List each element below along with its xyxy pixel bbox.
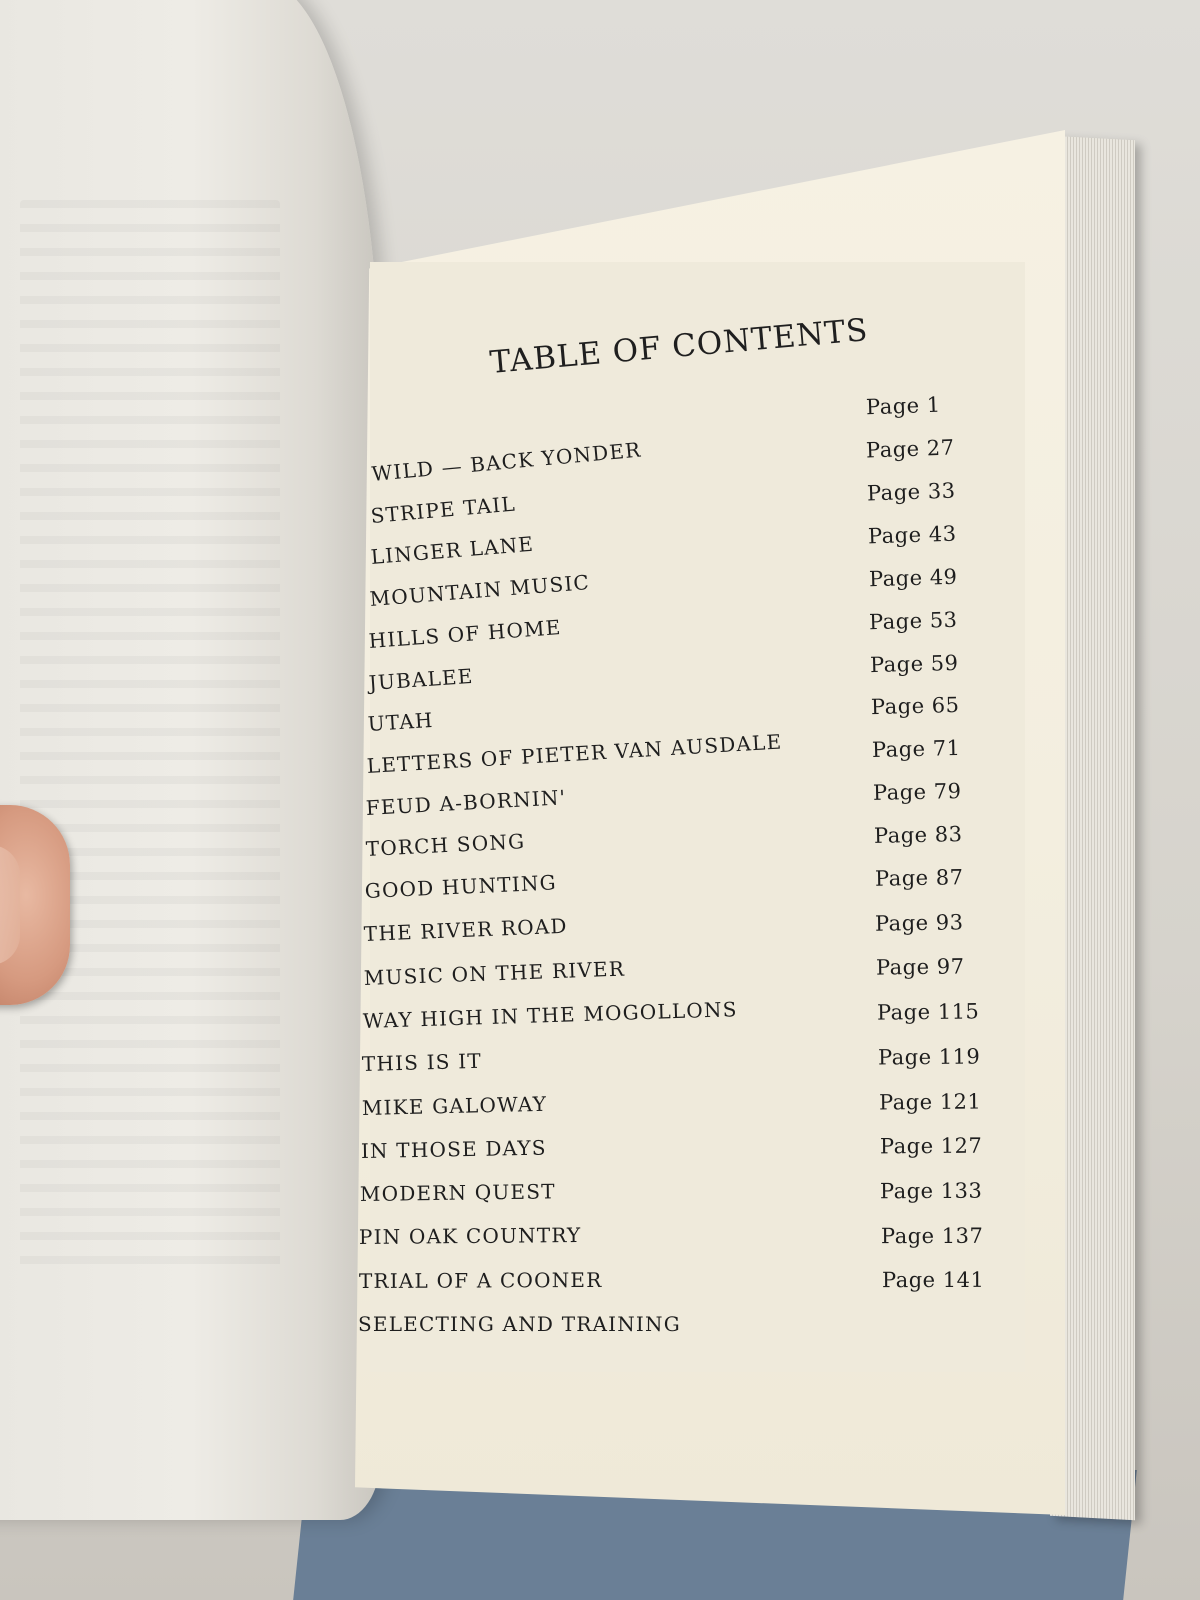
thumb [0,805,70,1005]
toc-entry-page: Page 93 [875,909,965,936]
toc-entry-title: THIS IS IT [361,1048,483,1077]
toc-heading: TABLE OF CONTENTS [488,311,870,381]
toc-entry-title: MIKE GALOWAY [361,1091,547,1120]
toc-entry-page: Page 59 [869,650,960,677]
toc-entry-page: Page 127 [879,1133,983,1159]
toc-entry-page: Page 87 [874,865,964,891]
toc-entry-page: Page 49 [868,564,958,591]
toc-entry-page: Page 79 [872,779,962,806]
toc-entry-title: HILLS OF HOME [368,614,563,653]
toc-entry-page: Page 71 [871,736,961,763]
toc-first-page: Page 1 [865,392,942,420]
show-through-text [20,200,280,1280]
toc-entry-title: MOUNTAIN MUSIC [368,570,591,612]
toc-entry-title: UTAH [366,708,435,737]
toc-entry-title: LINGER LANE [369,532,535,570]
toc-entry [358,1312,998,1342]
toc-entry-title: THE RIVER ROAD [363,913,569,947]
toc-entry-page: Page 83 [873,822,963,848]
toc-entry-page: Page 133 [880,1178,983,1204]
toc-entry-title: MODERN QUEST [359,1179,556,1207]
toc-entry-title: WILD — BACK YONDER [370,437,643,486]
toc-entry-page: Page 65 [870,693,960,720]
toc-entry-page: Page 53 [869,607,959,634]
left-page [0,0,380,1520]
toc-entry-title: GOOD HUNTING [364,870,558,903]
toc-entry-title: TORCH SONG [364,829,526,862]
toc-entry-title: STRIPE TAIL [370,491,518,528]
toc-entry-page: Page 33 [866,478,956,506]
thumbnail-nail [0,845,20,965]
toc-entry-page: Page 137 [881,1223,984,1248]
toc-entry-title: FEUD A-BORNIN' [365,784,568,820]
toc-entry-title: JUBALEE [367,663,474,695]
toc-entry-page: Page 27 [865,435,955,463]
toc-entry-page: Page 43 [867,521,957,549]
toc-entry-page: Page 141 [882,1268,985,1293]
toc-entry-page: Page 115 [876,999,980,1025]
toc-entry-page: Page 119 [877,1044,981,1070]
toc-entry-page: Page 97 [876,954,965,981]
toc-entry-title: LETTERS OF PIETER VAN AUSDALE [366,729,784,778]
toc-entry-title: SELECTING AND TRAINING [358,1312,681,1336]
toc-entry-title: MUSIC ON THE RIVER [363,956,625,990]
toc-entry-title: IN THOSE DAYS [360,1135,547,1163]
toc-entry-title: WAY HIGH IN THE MOGOLLONS [362,996,738,1033]
toc-entry-title: TRIAL OF A COONER [358,1267,603,1293]
toc-entry-title: PIN OAK COUNTRY [359,1223,582,1250]
toc-entry-page: Page 121 [878,1089,982,1114]
